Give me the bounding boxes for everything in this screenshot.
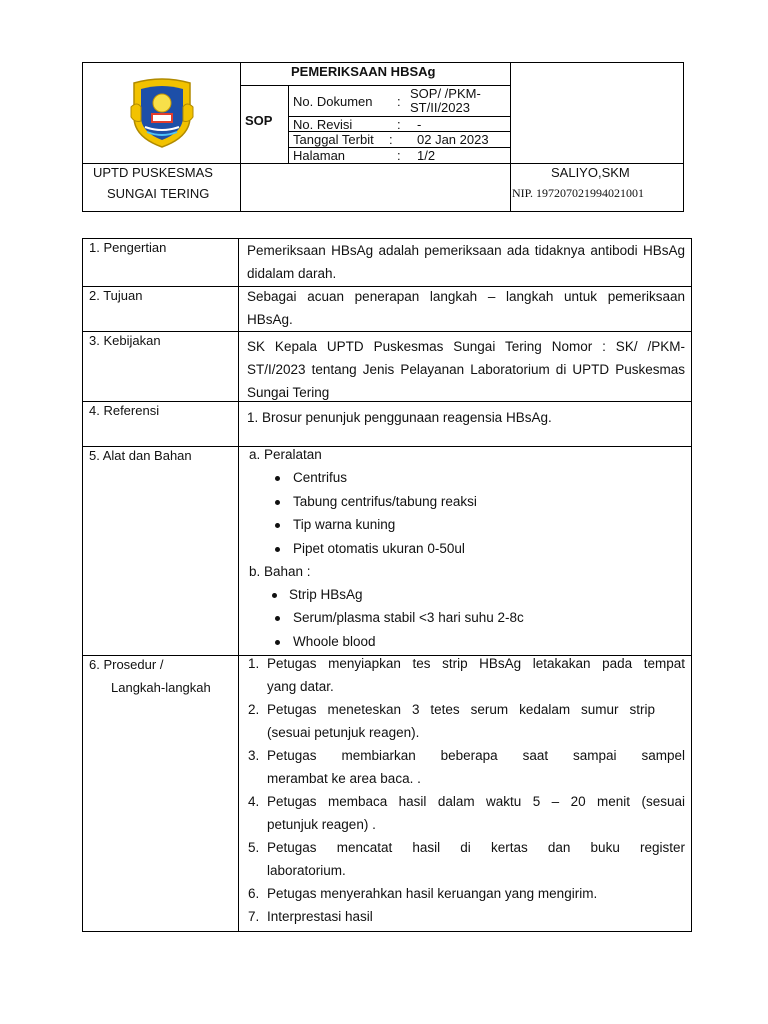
field-value: ST/II/2023 [410, 100, 470, 115]
step-text: yang datar. [267, 679, 334, 694]
step-text: Petugas menyiapkan tes strip HBsAg letakakan pada tempat [267, 656, 685, 671]
section-referensi [83, 401, 691, 447]
list-item: Whoole blood [293, 634, 376, 649]
section-label: 2. Tujuan [89, 288, 143, 303]
field-value: 02 Jan 2023 [417, 132, 489, 147]
step-text: Interprestasi hasil [267, 909, 373, 924]
list-item: Strip HBsAg [289, 587, 363, 602]
section-text: Sebagai acuan penerapan langkah – langkah untuk pemeriksaan HBsAg. [247, 289, 685, 327]
section-text: Pemeriksaan HBsAg adalah pemeriksaan ada tidaknya antibodi HBsAg didalam darah. [247, 243, 685, 281]
bullet-icon [275, 476, 280, 481]
section-label: 4. Referensi [89, 403, 160, 418]
reference-item: 1. Brosur penunjuk penggunaan reagensia HBsAg. [247, 410, 552, 425]
field-separator: : [389, 132, 393, 147]
header-divider [83, 163, 683, 164]
header-divider [288, 85, 289, 163]
org-name: SUNGAI TERING [107, 186, 210, 201]
step-text: Petugas meneteskan 3 tetes serum kedalam sumur strip [267, 702, 655, 717]
bullet-icon [275, 547, 280, 552]
field-label: Halaman [293, 148, 346, 163]
list-item: Centrifus [293, 470, 348, 485]
list-item: Pipet otomatis ukuran 0-50ul [293, 541, 465, 556]
field-separator: : [397, 94, 401, 109]
section-alat-bahan [83, 446, 691, 656]
sop-label: SOP [245, 113, 273, 128]
field-label: No. Dokumen [293, 94, 373, 109]
step-text: Petugas membiarkan beberapa saat sampai sampel [267, 748, 685, 763]
sop-title: PEMERIKSAAN HBSAg [291, 64, 436, 79]
step-text: petunjuk reagen) . [267, 817, 376, 832]
step-number: 1. [248, 656, 260, 671]
section-label: 6. Prosedur / [89, 657, 164, 672]
step-text: (sesuai petunjuk reagen). [267, 725, 420, 740]
peralatan-heading: a. Peralatan [249, 447, 322, 462]
field-value: 1/2 [417, 148, 436, 163]
step-text: laboratorium. [267, 863, 346, 878]
step-number: 2. [248, 702, 260, 717]
field-value: - [417, 117, 422, 132]
bullet-icon [272, 593, 277, 598]
signer-name: SALIYO,SKM [551, 165, 630, 180]
bahan-heading: b. Bahan : [249, 564, 311, 579]
section-text: SK Kepala UPTD Puskesmas Sungai Tering Nomor : SK/ /PKM-ST/I/2023 tentang Jenis Pelayanan Laboratorium di UPTD Puskesmas Sungai Tering [247, 339, 685, 400]
step-text: Petugas menyerahkan hasil keruangan yang mengirim. [267, 886, 598, 901]
list-item: Tip warna kuning [293, 517, 396, 532]
step-text: Petugas mencatat hasil di kertas dan buku register [267, 840, 685, 855]
step-number: 3. [248, 748, 260, 763]
section-prosedur [83, 655, 691, 932]
section-label: 3. Kebijakan [89, 333, 161, 348]
step-number: 7. [248, 909, 260, 924]
org-name: UPTD PUSKESMAS [93, 165, 213, 180]
step-number: 5. [248, 840, 260, 855]
sop-content-table [82, 238, 692, 932]
field-label: Tanggal Terbit [293, 132, 374, 147]
step-text: merambat ke area baca. . [267, 771, 421, 786]
step-number: 6. [248, 886, 260, 901]
section-label: 1. Pengertian [89, 240, 167, 255]
field-separator: : [397, 117, 401, 132]
header-divider [510, 63, 511, 211]
step-number: 4. [248, 794, 260, 809]
section-tujuan [83, 286, 691, 332]
section-label: 5. Alat dan Bahan [89, 448, 192, 463]
step-text: Petugas membaca hasil dalam waktu 5 – 20 menit (sesuai [267, 794, 685, 809]
section-label: Langkah-langkah [111, 680, 211, 695]
bullet-icon [275, 640, 280, 645]
section-kebijakan [83, 331, 691, 402]
bullet-icon [275, 616, 280, 621]
bullet-icon [275, 500, 280, 505]
field-separator: : [397, 148, 401, 163]
list-item: Serum/plasma stabil <3 hari suhu 2-8c [293, 610, 524, 625]
bullet-icon [275, 523, 280, 528]
section-pengertian [83, 239, 691, 287]
list-item: Tabung centrifus/tabung reaksi [293, 494, 477, 509]
sop-header [82, 62, 684, 212]
field-label: No. Revisi [293, 117, 353, 132]
regency-emblem-logo [129, 77, 195, 149]
signer-nip: NIP. 197207021994021001 [512, 186, 645, 200]
field-value: SOP/ /PKM- [410, 86, 481, 101]
